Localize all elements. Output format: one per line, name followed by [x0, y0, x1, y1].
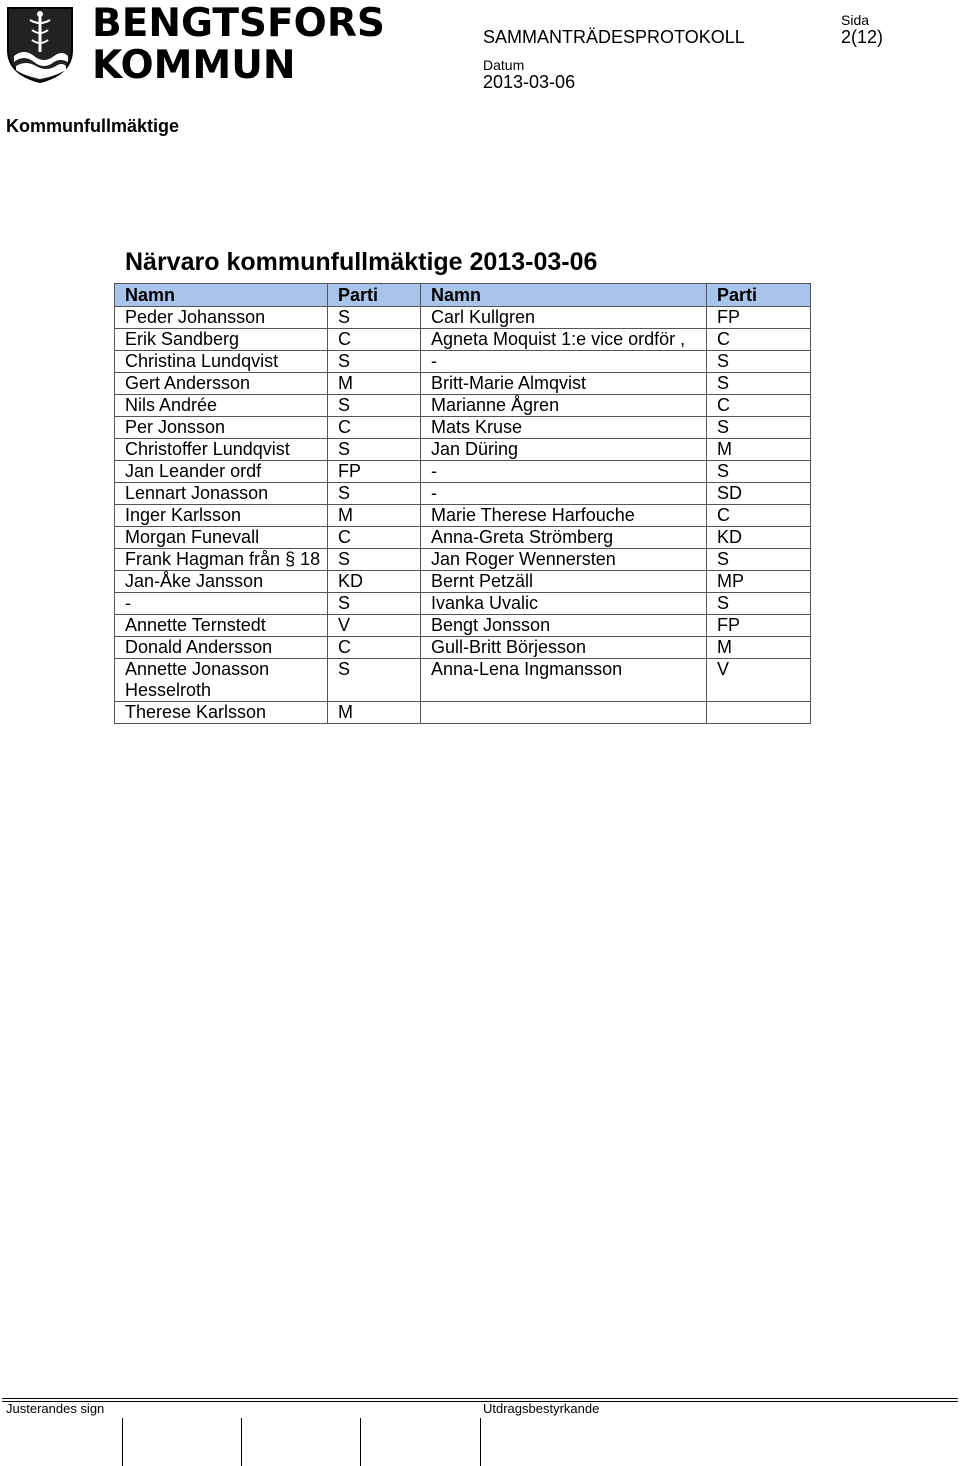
- member-party-cell: C: [707, 329, 811, 351]
- member-name-cell: Nils Andrée: [115, 395, 328, 417]
- member-party-cell: V: [707, 659, 811, 702]
- member-party-cell: S: [328, 395, 421, 417]
- member-party-cell: S: [707, 417, 811, 439]
- member-name-cell: Peder Johansson: [115, 307, 328, 329]
- table-header-row: [115, 284, 811, 307]
- member-party-cell: S: [328, 439, 421, 461]
- table-row: [115, 659, 811, 702]
- table-row: [115, 527, 811, 549]
- signature-label: Justerandes sign: [6, 1401, 105, 1416]
- member-party-cell: M: [328, 702, 421, 724]
- member-name-cell: Carl Kullgren: [421, 307, 707, 329]
- attendance-table-body: [115, 307, 811, 724]
- logo-text-line2: KOMMUN: [92, 43, 296, 88]
- member-name-cell: Marianne Ågren: [421, 395, 707, 417]
- table-row: [115, 702, 811, 724]
- member-party-cell: S: [328, 307, 421, 329]
- member-name-cell: Agneta Moquist 1:e vice ordför ,: [421, 329, 707, 351]
- member-name-cell: Christoffer Lundqvist: [115, 439, 328, 461]
- logo-text-line1: BENGTSFORS: [92, 1, 385, 46]
- table-row: [115, 329, 811, 351]
- member-party-cell: S: [328, 659, 421, 702]
- member-name-cell: Lennart Jonasson: [115, 483, 328, 505]
- member-party-cell: S: [707, 593, 811, 615]
- signature-box-divider: [480, 1418, 481, 1466]
- date-label: Datum: [483, 57, 525, 73]
- member-party-cell: C: [328, 329, 421, 351]
- page-title: Närvaro kommunfullmäktige 2013-03-06: [125, 248, 598, 276]
- table-row: [115, 483, 811, 505]
- signature-box-divider: [241, 1418, 242, 1466]
- member-name-cell: Marie Therese Harfouche: [421, 505, 707, 527]
- member-party-cell: V: [328, 615, 421, 637]
- member-name-cell: -: [421, 461, 707, 483]
- table-row: [115, 593, 811, 615]
- member-party-cell: M: [707, 637, 811, 659]
- table-row: [115, 615, 811, 637]
- member-name-cell: Gull-Britt Börjesson: [421, 637, 707, 659]
- member-party-cell: C: [328, 527, 421, 549]
- member-party-cell: S: [328, 593, 421, 615]
- member-name-cell: Bengt Jonsson: [421, 615, 707, 637]
- member-party-cell: MP: [707, 571, 811, 593]
- certification-label: Utdragsbestyrkande: [483, 1401, 600, 1416]
- coat-of-arms-icon: [4, 4, 76, 84]
- member-name-cell: Jan Leander ordf: [115, 461, 328, 483]
- member-name-cell: Annette Jonasson Hesselroth: [115, 659, 328, 702]
- member-name-cell: Annette Ternstedt: [115, 615, 328, 637]
- member-name-cell: [421, 702, 707, 724]
- member-party-cell: C: [328, 637, 421, 659]
- member-party-cell: KD: [707, 527, 811, 549]
- member-party-cell: [707, 702, 811, 724]
- member-party-cell: FP: [707, 615, 811, 637]
- member-party-cell: S: [707, 373, 811, 395]
- page-number: 2(12): [841, 27, 884, 47]
- table-row: [115, 439, 811, 461]
- member-name-cell: Mats Kruse: [421, 417, 707, 439]
- member-party-cell: M: [328, 373, 421, 395]
- member-name-cell: Per Jonsson: [115, 417, 328, 439]
- member-name-cell: Morgan Funevall: [115, 527, 328, 549]
- table-row: [115, 417, 811, 439]
- member-party-cell: KD: [328, 571, 421, 593]
- footer-divider: [2, 1401, 958, 1402]
- member-party-cell: S: [328, 483, 421, 505]
- column-header-name: Namn: [115, 284, 328, 307]
- member-party-cell: M: [707, 439, 811, 461]
- column-header-name: Namn: [421, 284, 707, 307]
- member-party-cell: FP: [707, 307, 811, 329]
- member-name-cell: -: [115, 593, 328, 615]
- member-name-cell: -: [421, 351, 707, 373]
- member-name-cell: Bernt Petzäll: [421, 571, 707, 593]
- signature-box-divider: [360, 1418, 361, 1466]
- member-name-cell: Anna-Lena Ingmansson: [421, 659, 707, 702]
- member-name-cell: Donald Andersson: [115, 637, 328, 659]
- column-header-party: Parti: [707, 284, 811, 307]
- member-party-cell: C: [328, 417, 421, 439]
- member-party-cell: C: [707, 505, 811, 527]
- footer-divider: [2, 1398, 958, 1399]
- member-party-cell: C: [707, 395, 811, 417]
- member-name-cell: Jan Düring: [421, 439, 707, 461]
- table-row: [115, 571, 811, 593]
- table-row: [115, 373, 811, 395]
- table-row: [115, 549, 811, 571]
- member-party-cell: S: [707, 549, 811, 571]
- member-name-cell: Inger Karlsson: [115, 505, 328, 527]
- date-value: 2013-03-06: [483, 72, 576, 92]
- table-row: [115, 637, 811, 659]
- member-name-cell: Gert Andersson: [115, 373, 328, 395]
- member-party-cell: S: [328, 549, 421, 571]
- member-party-cell: S: [328, 351, 421, 373]
- page-label: Sida: [841, 12, 870, 28]
- member-name-cell: Therese Karlsson: [115, 702, 328, 724]
- member-name-cell: -: [421, 483, 707, 505]
- member-name-cell: Britt-Marie Almqvist: [421, 373, 707, 395]
- org-unit: Kommunfullmäktige: [6, 116, 180, 136]
- table-row: [115, 351, 811, 373]
- member-name-cell: Erik Sandberg: [115, 329, 328, 351]
- member-party-cell: S: [707, 351, 811, 373]
- member-party-cell: FP: [328, 461, 421, 483]
- member-name-cell: Frank Hagman från § 18: [115, 549, 328, 571]
- document-type: SAMMANTRÄDESPROTOKOLL: [483, 27, 745, 47]
- member-party-cell: M: [328, 505, 421, 527]
- member-name-cell: Jan-Åke Jansson: [115, 571, 328, 593]
- attendance-table: [114, 283, 811, 724]
- table-row: [115, 307, 811, 329]
- municipality-logo: [4, 1, 385, 88]
- signature-box-divider: [122, 1418, 123, 1466]
- member-name-cell: Christina Lundqvist: [115, 351, 328, 373]
- member-name-cell: Ivanka Uvalic: [421, 593, 707, 615]
- table-row: [115, 505, 811, 527]
- column-header-party: Parti: [328, 284, 421, 307]
- table-row: [115, 395, 811, 417]
- member-name-cell: Anna-Greta Strömberg: [421, 527, 707, 549]
- member-party-cell: SD: [707, 483, 811, 505]
- table-row: [115, 461, 811, 483]
- member-party-cell: S: [707, 461, 811, 483]
- member-name-cell: Jan Roger Wennersten: [421, 549, 707, 571]
